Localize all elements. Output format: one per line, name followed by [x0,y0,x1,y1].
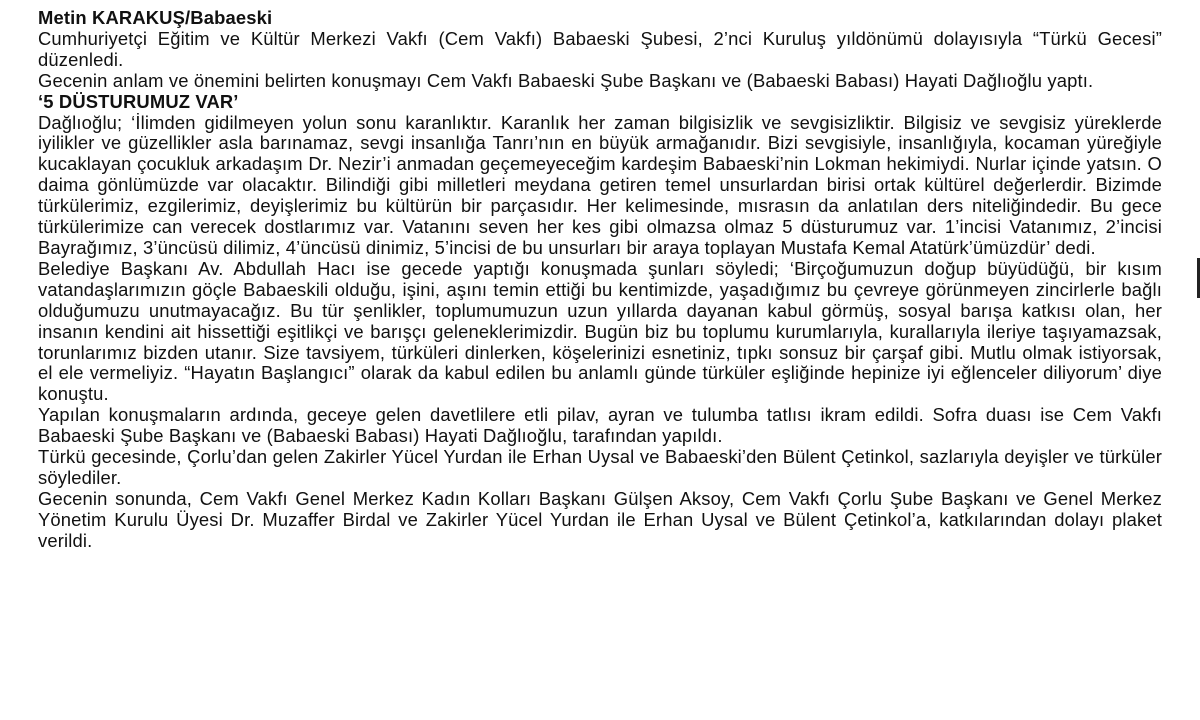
article-paragraph: Yapılan konuşmaların ardında, geceye gelen davetlilere etli pilav, ayran ve tulumba tatlısı ikram edildi. Sofra duası ise Cem Vakfı Babaeski Şube Başkanı ve (Babaeski Babası) Hayati Dağlıoğlu, tarafından yapıldı. [38,404,1162,447]
article-paragraph: Dağlıoğlu; ‘İlimden gidilmeyen yolun sonu karanlıktır. Karanlık her zaman bilgisizlik ve sevgisizliktir. Bilgisiz ve sevgisiz yüreklerde iyilikler ve güzellikler asla barınamaz, sevgi insanlığa Tanrı’nın en büyük armağanıdır. Bizi sevgisiyle, insanlığıyla, kocaman yüreğiyle kucaklayan çocukluk arkadaşım Dr. Nezir’i anmadan geçemeyeceğim kardeşim Babaeski’nin Lokman hekimiydi. Nurlar içinde yatsın. O daima gönlümüzde var olacaktır. Bilindiği gibi milletleri meydana getiren temel unsurlardan birisi ortak kültürel değerlerdir. Bizimde türkülerimiz, ezgilerimiz, deyişlerimiz bu kültürün bir parçasıdır. Her kelimesinde, mısrasın da anlatılan ders niteliğindedir. Bu gece türkülerimize can verecek dostlarımız var. Vatanını seven her kes gibi olmazsa olmaz 5 düsturumuz var. 1’incisi Vatanımız, 2’incisi Bayrağımız, 3’üncüsü dilimiz, 4’üncüsü dinimiz, 5’incisi de bu unsurları bir araya toplayan Mustafa Kemal Atatürk’ümüzdür’ dedi. [38,111,1162,258]
article-byline: Metin KARAKUŞ/Babaeski [38,7,273,28]
article-paragraph: Belediye Başkanı Av. Abdullah Hacı ise gecede yaptığı konuşmada şunları söyledi; ‘Birçoğumuzun doğup büyüdüğü, bir kısım vatandaşlarımızın göçle Babaeskili olduğu, işini, aşını temin ettiği bu kentimizde, yaşadığımız bu çevreye görünmeyen zincirlerle bağlı olduğumuzu unutmayacağız. Bu tür şenlikler, toplumumuzun uzun yıllarda dayanan kabul görmüş, sosyal barışa katkısı olan, her insanın kendini ait hissettiği eşitlikçi ve barışçı geleneklerimizdir. Bugün biz bu toplumu kurumlarıyla, kurallarıyla ileriye taşıyamazsak, torunlarımız bizden utanır. Size tavsiyem, türküleri dinlerken, köşelerinizi esnetiniz, tıpkı sonsuz bir çarşaf gibi. Mutlu olmak istiyorsak, el ele vermeliyiz. “Hayatın Başlangıcı” olarak da kabul edilen bu anlamlı günde türküler eşliğinde hepinize iyi eğlenceler diliyorum’ diye konuştu. [38,257,1162,405]
article-paragraph: Gecenin sonunda, Cem Vakfı Genel Merkez Kadın Kolları Başkanı Gülşen Aksoy, Cem Vakfı Çorlu Şube Başkanı ve Genel Merkez Yönetim Kurulu Üyesi Dr. Muzaffer Birdal ve Zakirler Yücel Yurdan ile Erhan Uysal ve Bülent Çetinkol’a, katkılarından dolayı plaket verildi. [38,487,1162,551]
article-paragraph: Gecenin anlam ve önemini belirten konuşmayı Cem Vakfı Babaeski Şube Başkanı ve (Babaeski Babası) Hayati Dağlıoğlu yaptı. [38,69,1094,91]
article-paragraph: Türkü gecesinde, Çorlu’dan gelen Zakirler Yücel Yurdan ile Erhan Uysal ve Babaeski’den Bülent Çetinkol, sazlarıyla deyişler ve türküler söylediler. [38,446,1162,488]
article-subheading: ‘5 DÜSTURUMUZ VAR’ [38,90,239,112]
article-paragraph: Cumhuriyetçi Eğitim ve Kültür Merkezi Vakfı (Cem Vakfı) Babaeski Şubesi, 2’nci Kuruluş yıldönümü dolayısıyla “Türkü Gecesi” düzenledi. [38,27,1162,70]
article [38,8,1162,552]
